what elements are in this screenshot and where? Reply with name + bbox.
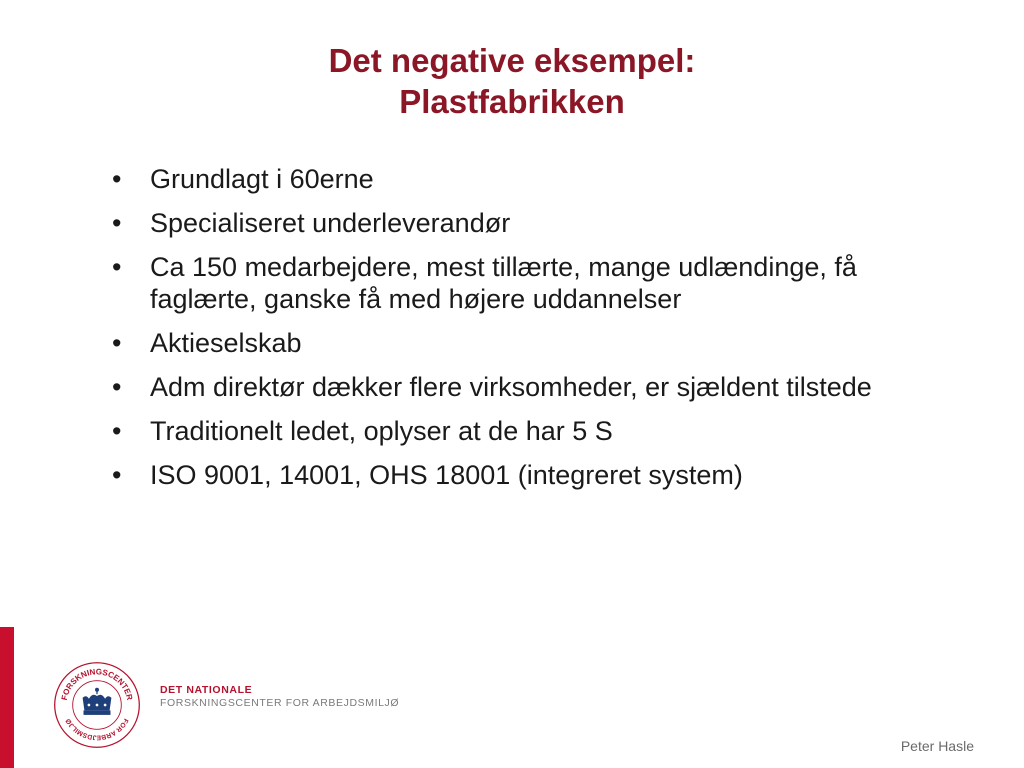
accent-bar <box>0 627 14 768</box>
bullet-text: ISO 9001, 14001, OHS 18001 (integreret system) <box>150 460 743 490</box>
bullet-dot-icon: • <box>112 372 122 402</box>
bullet-text: Ca 150 medarbejdere, mest tillærte, mange udlændinge, få faglærte, ganske få med højere uddannelser <box>150 252 857 314</box>
bullet-text: Specialiseret underleverandør <box>150 208 511 238</box>
footer-author: Peter Hasle <box>900 738 974 754</box>
crown-seal-logo-icon <box>52 660 142 750</box>
bullet-dot-icon: • <box>112 164 122 194</box>
list-item <box>112 327 902 359</box>
svg-text:FOR ARBEJDSMILJØ: FOR ARBEJDSMILJØ <box>64 717 130 741</box>
bullet-dot-icon: • <box>112 416 122 446</box>
list-item <box>112 251 902 315</box>
list-item <box>112 459 902 491</box>
list-item <box>112 207 902 239</box>
bullet-text: Traditionelt ledet, oplyser at de har 5 S <box>150 416 613 446</box>
org-name-line-2: FORSKNINGSCENTER FOR ARBEJDSMILJØ <box>160 697 400 709</box>
crown-icon <box>83 688 112 715</box>
org-name-line-1: DET NATIONALE <box>160 684 253 696</box>
svg-text:FORSKNINGSCENTER: FORSKNINGSCENTER <box>59 667 135 702</box>
bullet-dot-icon: • <box>112 328 122 358</box>
slide-title-line-2: Plastfabrikken <box>399 83 625 120</box>
list-item <box>112 163 902 195</box>
list-item <box>112 371 902 403</box>
slide-title <box>0 40 1024 122</box>
bullet-text: Adm direktør dækker flere virksomheder, er sjældent tilstede <box>150 372 872 402</box>
bullet-dot-icon: • <box>112 208 122 238</box>
bullet-text: Aktieselskab <box>150 328 302 358</box>
bullet-dot-icon: • <box>112 460 122 490</box>
list-item <box>112 415 902 447</box>
bullet-text: Grundlagt i 60erne <box>150 164 374 194</box>
slide-title-line-1: Det negative eksempel: <box>328 42 696 79</box>
organization-name <box>160 684 399 710</box>
bullet-dot-icon: • <box>112 252 122 282</box>
bullet-list <box>112 163 902 503</box>
